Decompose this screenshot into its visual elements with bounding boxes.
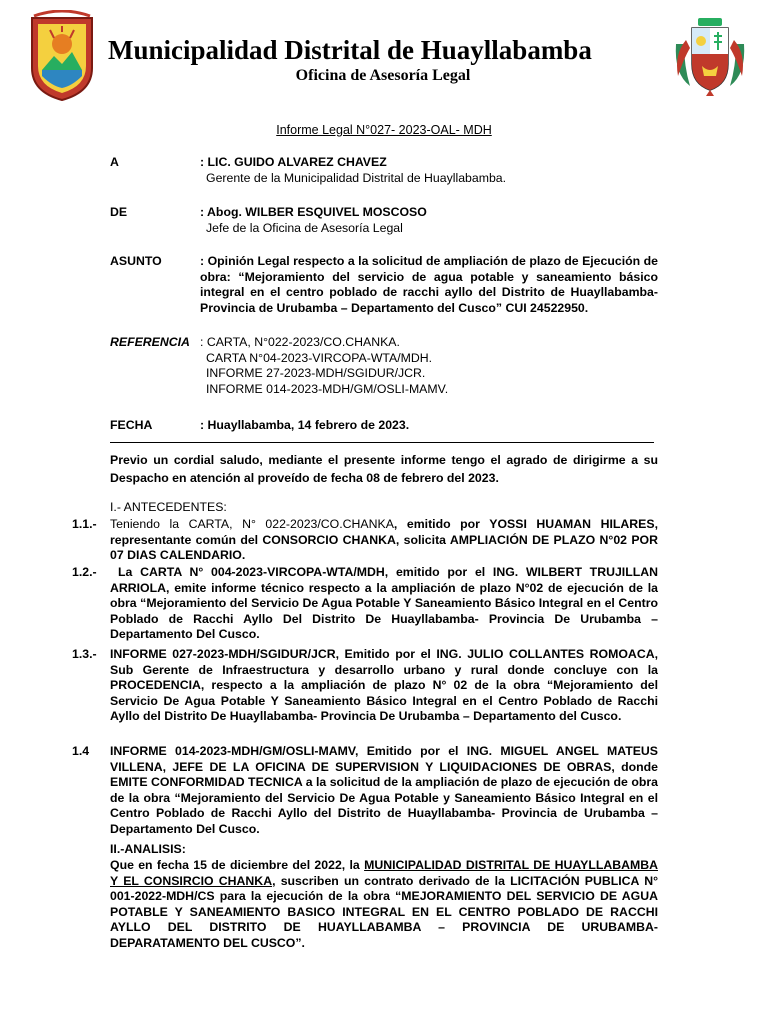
reference-item: INFORME 27-2023-MDH/SGIDUR/JCR. <box>206 366 426 380</box>
reference-label: REFERENCIA <box>110 335 190 349</box>
antecedentes-heading: I.- ANTECEDENTES: <box>110 500 227 514</box>
separator-line <box>110 442 654 443</box>
subject-text: : Opinión Legal respecto a la solicitud de ampliación de plazo de Ejecución de obra: “Mejoramiento del servicio de agua potable y saneamiento básico integral en el centro poblado de racchi ayllo del Distrito de Huayllabamba-Provincia de Urubamba – Departamento del Cusco” CUI 24522950. <box>200 254 658 315</box>
sender-label: DE <box>110 205 128 219</box>
antecedente-item: INFORME 014-2023-MDH/GM/OSLI-MAMV, Emitido por el ING. MIGUEL ANGEL MATEUS VILLENA, JEFE DE LA OFICINA DE SUPERVISION Y LIQUIDACIONES DE OBRAS, donde EMITE CONFORMIDAD TECNICA a la solicitud de la ampliación de plazo de ejecución de obra de la obra “Mejoramiento del Servicio De Agua Potable y Saneamiento Básico Integral en el Centro Poblado de Racchi Ayllo del Distrito de Huayllabamba- Provincia de Urubamba – Departamento Del Cusco. <box>110 744 658 836</box>
recipient-role: Gerente de la Municipalidad Distrital de Huayllabamba. <box>206 170 507 185</box>
reference-item: : CARTA, N°022-2023/CO.CHANKA. <box>200 335 400 349</box>
item-number: 1.3.- <box>72 647 97 661</box>
antecedente-item: La CARTA N° 004-2023-VIRCOPA-WTA/MDH, emitido por el ING. WILBERT TRUJILLAN ARRIOLA, emite informe técnico respecto a la ampliación de plazo N°02 de ejecución de la obra “Mejoramiento del Servicio De Agua Potable Y Saneamiento Básico Integral en el Centro Poblado de Racchi Ayllo Del Distrito De Huayllabamba- Provincia De Urubamba – Departamento Del Cusco. <box>110 565 658 641</box>
office-name: Oficina de Asesoría Legal <box>295 67 471 84</box>
recipient-label: A <box>110 155 119 169</box>
analisis-heading: II.-ANALISIS: <box>110 842 186 856</box>
analisis-parties: MUNICIPALIDAD DISTRITAL DE HUAYLLABAMBA Y EL CONSIRCIO CHANKA <box>110 858 658 888</box>
document-title: Informe Legal N°027- 2023-OAL- MDH <box>276 123 492 137</box>
peru-coat-of-arms-logo <box>670 14 750 98</box>
municipal-seal-logo <box>24 10 100 102</box>
greeting-end: . <box>495 471 499 485</box>
antecedente-item-pre: Teniendo la CARTA, N° 022-2023/CO.CHANKA <box>110 517 394 531</box>
recipient-name: : LIC. GUIDO ALVAREZ CHAVEZ <box>200 155 387 169</box>
item-number: 1.4 <box>72 744 90 758</box>
date-label: FECHA <box>110 418 153 432</box>
subject-label: ASUNTO <box>110 254 162 268</box>
municipality-name: Municipalidad Distrital de Huayllabamba <box>108 35 592 65</box>
analisis-text: Que en fecha 15 de diciembre del 2022, la <box>110 858 365 872</box>
item-number: 1.2.- <box>72 565 97 579</box>
analisis-text: , suscriben un contrato derivado de la LICITACIÓN PUBLICA N° 001-2022-MDH/CS para la ejecución de la obra <box>110 873 658 903</box>
analisis-end: . <box>301 935 305 950</box>
sender-name: : Abog. WILBER ESQUIVEL MOSCOSO <box>200 205 427 219</box>
analisis-paragraph <box>110 858 658 951</box>
greeting-paragraph <box>110 451 658 487</box>
greeting-date: 08 de febrero del 2023 <box>366 471 496 485</box>
antecedente-item: INFORME 027-2023-MDH/SGIDUR/JCR, Emitido por el ING. JULIO COLLANTES ROMOACA, Sub Gerente de Infraestructura y desarrollo urbano y rural donde concluye con la PROCEDENCIA, respecto a la ampliación de plazo N° 02 de la obra “Mejoramiento del Servicio De Agua Potable Y Saneamiento Básico Integral en el Centro Poblado de Racchi Ayllo del Distrito De Huayllabamba- Provincia De Urubamba – Departamento del Cusco. <box>110 647 658 723</box>
antecedente-item <box>110 517 658 564</box>
analisis-project: “MEJORAMIENTO DEL SERVICIO DE AGUA POTABLE Y SANEAMIENTO BASICO INTEGRAL EN EL CENTRO POBLADO DE RACCHI AYLLO DEL DISTRITO DE HUAYLLABAMBA – PROVINCIA DE URUBAMBA- DEPARATAMENTO DEL CUSCO” <box>110 889 658 950</box>
reference-item: CARTA N°04-2023-VIRCOPA-WTA/MDH. <box>206 350 433 365</box>
date-text: : Huayllabamba, 14 febrero de 2023. <box>200 418 410 432</box>
antecedente-item-post: , emitido por YOSSI HUAMAN HILARES, representante común del CONSORCIO CHANKA, solicita AMPLIACIÓN DE PLAZO N°02 POR 07 DIAS CALENDARIO. <box>110 517 658 562</box>
greeting-text: Previo un cordial saludo, mediante el presente informe tengo el agrado de dirigirme a su Despacho en atención al proveído de fecha <box>110 453 658 485</box>
reference-item: INFORME 014-2023-MDH/GM/OSLI-MAMV. <box>206 381 449 396</box>
sender-role: Jefe de la Oficina de Asesoría Legal <box>206 220 403 235</box>
item-number: 1.1.- <box>72 517 97 531</box>
